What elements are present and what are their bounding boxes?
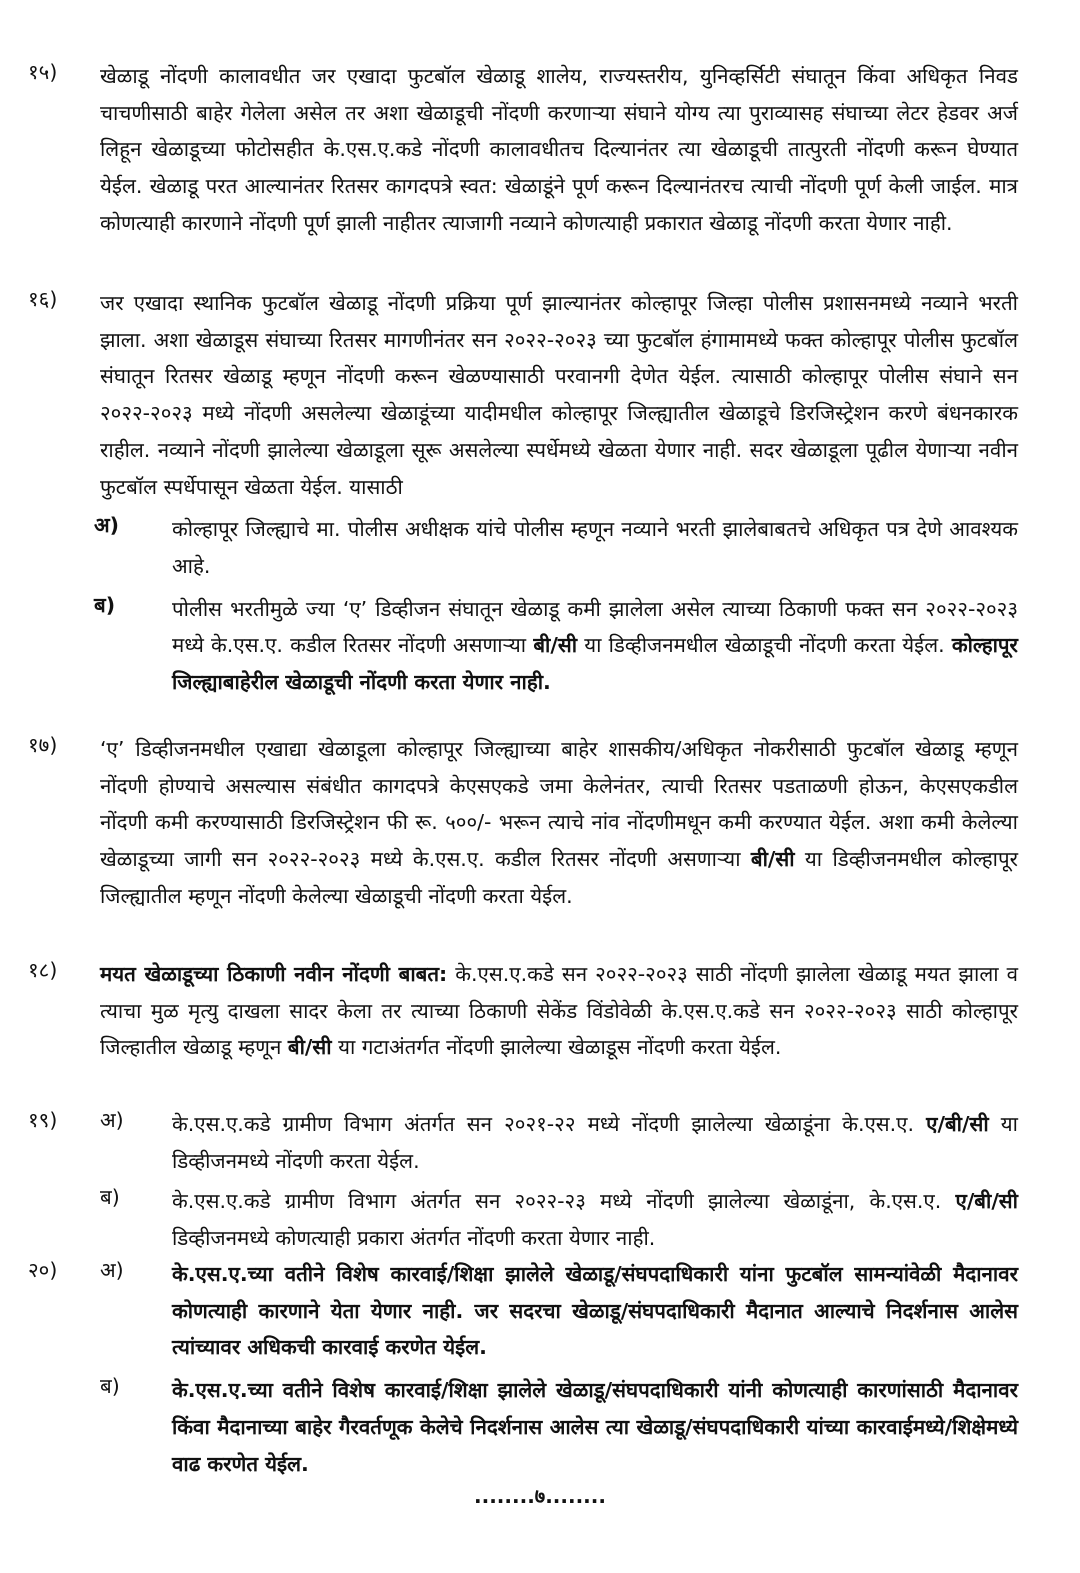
clause-16: [28, 285, 1018, 701]
clause-number: १५): [28, 60, 58, 84]
text-run: ‘ए’ डिव्हीजनमधील एखाद्या खेळाडूला कोल्हापूर जिल्ह्याच्या बाहेर शासकीय/अधिकृत नोकरीसाठी फुटबॉल खेळाडू म्हणून नोंदणी होण्याचे असल्यास संबंधीत कागदपत्रे केएसएकडे जमा केलेनंतर, त्याची रितसर पडताळणी होऊन, केएसएकडील नोंदणी कमी करण्यासाठी डिरजिस्ट्रेशन फी रू. ५००/- भरून त्याचे नांव नोंदणीमधून कमी करण्यात येईल. अशा कमी केलेल्या खेळाडूच्या जागी सन २०२२-२०२३ मध्ये के.एस.ए. कडील रितसर नोंदणी असणाऱ्या: [100, 737, 1018, 872]
subclause-b: [28, 591, 1018, 701]
subclause-text: [172, 1183, 1018, 1256]
text-run: के.एस.ए.कडे ग्रामीण विभाग अंतर्गत सन २०२२-२३ मध्ये नोंदणी झालेल्या खेळाडूंना, के.एस.ए.: [172, 1189, 942, 1214]
subclause-text: [172, 1106, 1018, 1179]
text-run: के.एस.ए.कडे सन २०२२-२०२३ साठी नोंदणी झालेला खेळाडू मयत झाला व त्याचा मुळ मृत्यु दाखला सादर केला तर त्याच्या ठिकाणी सेकेंड विंडोवेळी के.एस.ए.कडे सन २०२२-२०२३ साठी कोल्हापूर जिल्हातील खेळाडू म्हणून: [100, 962, 1018, 1060]
clause-text: [100, 956, 1018, 1066]
subclause-a: [28, 511, 1018, 584]
clause-number: १८): [28, 958, 58, 982]
text-run: या गटाअंतर्गत नोंदणी झालेल्या खेळाडूस नोंदणी करता येईल.: [338, 1035, 782, 1060]
subclause-a: [28, 1106, 1018, 1179]
subclause-label: ब): [100, 1185, 120, 1210]
subclause-label: ब): [94, 592, 116, 617]
subclause-label: अ): [94, 513, 120, 538]
subclause-a: [28, 1256, 1018, 1366]
clause-number: १७): [28, 733, 58, 757]
bold-run: ए/बी/सी: [926, 1112, 989, 1136]
clause-text: जर एखादा स्थानिक फुटबॉल खेळाडू नोंदणी प्रक्रिया पूर्ण झाल्यानंतर कोल्हापूर जिल्हा पोलीस प्रशासनमध्ये नव्याने भरती झाला. अशा खेळाडूस संघाच्या रितसर मागणीनंतर सन २०२२-२०२३ च्या फुटबॉल हंगामामध्ये फक्त कोल्हापूर पोलीस फुटबॉल संघातून रितसर खेळाडू म्हणून नोंदणी करून खेळण्यासाठी परवानगी देणेत येईल. त्यासाठी कोल्हापूर पोलीस संघाने सन २०२२-२०२३ मध्ये नोंदणी असलेल्या खेळाडूंच्या यादीमधील कोल्हापूर जिल्ह्यातील खेळाडूचे डिरजिस्ट्रेशन करणे बंधनकारक राहील. नव्याने नोंदणी झालेल्या खेळाडूला सूरू असलेल्या स्पर्धेमध्ये खेळता येणार नाही. सदर खेळाडूला पूढील येणाऱ्या नवीन फुटबॉल स्पर्धेपासून खेळता येईल. यासाठी: [100, 291, 1018, 499]
clause-number: १६): [28, 287, 58, 311]
subclause-text: कोल्हापूर जिल्ह्याचे मा. पोलीस अधीक्षक यांचे पोलीस म्हणून नव्याने भरती झालेबाबतचे अधिकृत पत्र देणे आवश्यक आहे.: [172, 517, 1018, 578]
clause-number: १९): [28, 1108, 58, 1132]
clause-text: [100, 731, 1018, 915]
bold-run: बी/सी: [750, 847, 795, 872]
subclause-b: [28, 1372, 1018, 1482]
bold-run: ए/बी/सी: [955, 1189, 1018, 1214]
text-run: पोलीस भरतीमुळे ज्या ‘ए’ डिव्हीजन संघातून खेळाडू कमी झालेला असेल त्याच्या ठिकाणी फक्त सन २०२२-२०२३ मध्ये के.एस.ए. कडील रितसर नोंदणी असणाऱ्या: [172, 596, 1018, 658]
bold-run: कोल्हापूर जिल्ह्याबाहेरील खेळाडूची नोंदणी करता येणार नाही.: [172, 633, 1018, 695]
subclause-label: अ): [100, 1258, 124, 1282]
text-run: या डिव्हीजनमध्ये नोंदणी करता येईल.: [172, 1112, 1018, 1173]
clause-17: [28, 731, 1018, 915]
text-run: डिव्हीजनमध्ये कोणत्याही प्रकारा अंतर्गत नोंदणी करता येणार नाही.: [172, 1226, 656, 1251]
subclause-text: [172, 591, 1018, 701]
clause-number: २०): [28, 1258, 58, 1282]
subclause-label: ब): [100, 1374, 120, 1399]
subclause-text: के.एस.ए.च्या वतीने विशेष कारवाई/शिक्षा झालेले खेळाडू/संघपदाधिकारी यांना फुटबॉल सामन्यांवेळी मैदानावर कोणत्याही कारणाने येता येणार नाही. जर सदरचा खेळाडू/संघपदाधिकारी मैदानात आल्याचे निदर्शनास आलेस त्यांच्यावर अधिकची कारवाई करणेत येईल.: [172, 1262, 1018, 1360]
subclause-b: [28, 1183, 1018, 1256]
clause-20: [28, 1256, 1018, 1482]
clause-15: [28, 58, 1018, 242]
clause-19: [28, 1106, 1018, 1257]
subclause-text: के.एस.ए.च्या वतीने विशेष कारवाई/शिक्षा झालेले खेळाडू/संघपदाधिकारी यांनी कोणत्याही कारणांसाठी मैदानावर किंवा मैदानाच्या बाहेर गैरवर्तणूक केलेचे निदर्शनास आलेस त्या खेळाडू/संघपदाधिकारी यांच्या कारवाईमध्ये/शिक्षेमध्ये वाढ करणेत येईल.: [172, 1378, 1018, 1476]
subclause-label: अ): [100, 1108, 124, 1132]
text-run: या डिव्हीजनमधील खेळाडूची नोंदणी करता येईल.: [584, 633, 945, 658]
text-run: के.एस.ए.कडे ग्रामीण विभाग अंतर्गत सन २०२१-२२ मध्ये नोंदणी झालेल्या खेळाडूंना के.एस.ए.: [172, 1112, 915, 1136]
clause-text: खेळाडू नोंदणी कालावधीत जर एखादा फुटबॉल खेळाडू शालेय, राज्यस्तरीय, युनिव्हर्सिटी संघातून किंवा अधिकृत निवड चाचणीसाठी बाहेर गेलेला असेल तर अशा खेळाडूची नोंदणी करणाऱ्या संघाने योग्य त्या पुराव्यासह संघाच्या लेटर हेडवर अर्ज लिहून खेळाडूच्या फोटोसहीत के.एस.ए.कडे नोंदणी कालावधीतच दिल्यानंतर त्या खेळाडूची तात्पुरती नोंदणी करून घेण्यात येईल. खेळाडू परत आल्यानंतर रितसर कागदपत्रे स्वत: खेळाडूंने पूर्ण करून दिल्यानंतरच त्याची नोंदणी पूर्ण केली जाईल. मात्र कोणत्याही कारणाने नोंदणी पूर्ण झाली नाहीतर त्याजागी नव्याने कोणत्याही प्रकारात खेळाडू नोंदणी करता येणार नाही.: [100, 64, 1018, 235]
page-number: ........७........: [474, 1484, 606, 1508]
bold-run: बी/सी: [533, 633, 577, 658]
bold-run: मयत खेळाडूच्या ठिकाणी नवीन नोंदणी बाबत:: [100, 962, 448, 986]
text-run: या डिव्हीजनमधील कोल्हापूर जिल्ह्यातील म्हणून नोंदणी केलेल्या खेळाडूची नोंदणी करता येईल.: [100, 847, 1018, 908]
clause-18: [28, 956, 1018, 1066]
bold-run: बी/सी: [287, 1035, 332, 1060]
